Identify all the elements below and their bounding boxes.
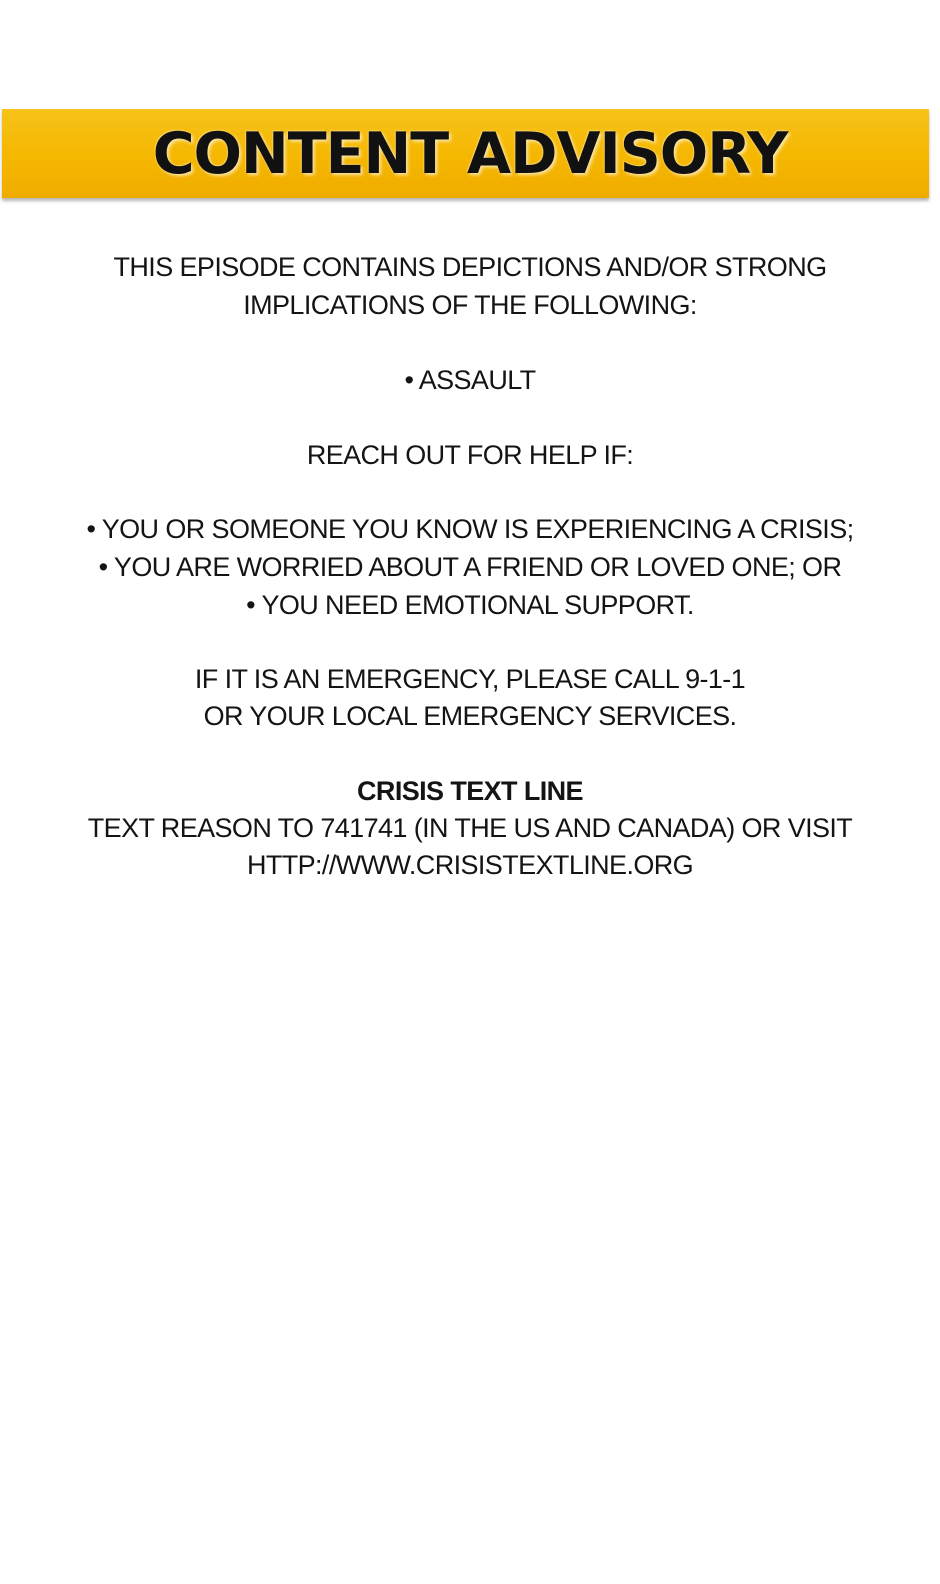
emergency-line-1: IF IT IS AN EMERGENCY, PLEASE CALL 9-1-1: [194, 664, 746, 694]
emergency-line-2: OR YOUR LOCAL EMERGENCY SERVICES.: [203, 701, 737, 731]
intro-line-2: IMPLICATIONS OF THE FOLLOWING:: [243, 290, 697, 320]
intro-line-1: THIS EPISODE CONTAINS DEPICTIONS AND/OR STRONG: [113, 252, 827, 282]
topic-assault: • ASSAULT: [404, 365, 536, 395]
help-item-crisis: • YOU OR SOMEONE YOU KNOW IS EXPERIENCING A CRISIS;: [86, 514, 854, 544]
help-item-worried: • YOU ARE WORRIED ABOUT A FRIEND OR LOVED ONE; OR: [98, 552, 842, 582]
help-item-support: • YOU NEED EMOTIONAL SUPPORT.: [246, 590, 694, 620]
resource-url: HTTP://WWW.CRISISTEXTLINE.ORG: [246, 850, 694, 880]
help-heading: REACH OUT FOR HELP IF:: [306, 440, 634, 470]
advisory-title: CONTENT ADVISORY: [152, 121, 788, 187]
resource-text-line: TEXT REASON TO 741741 (IN THE US AND CANADA) OR VISIT: [87, 813, 853, 843]
resource-name: CRISIS TEXT LINE: [357, 776, 583, 806]
